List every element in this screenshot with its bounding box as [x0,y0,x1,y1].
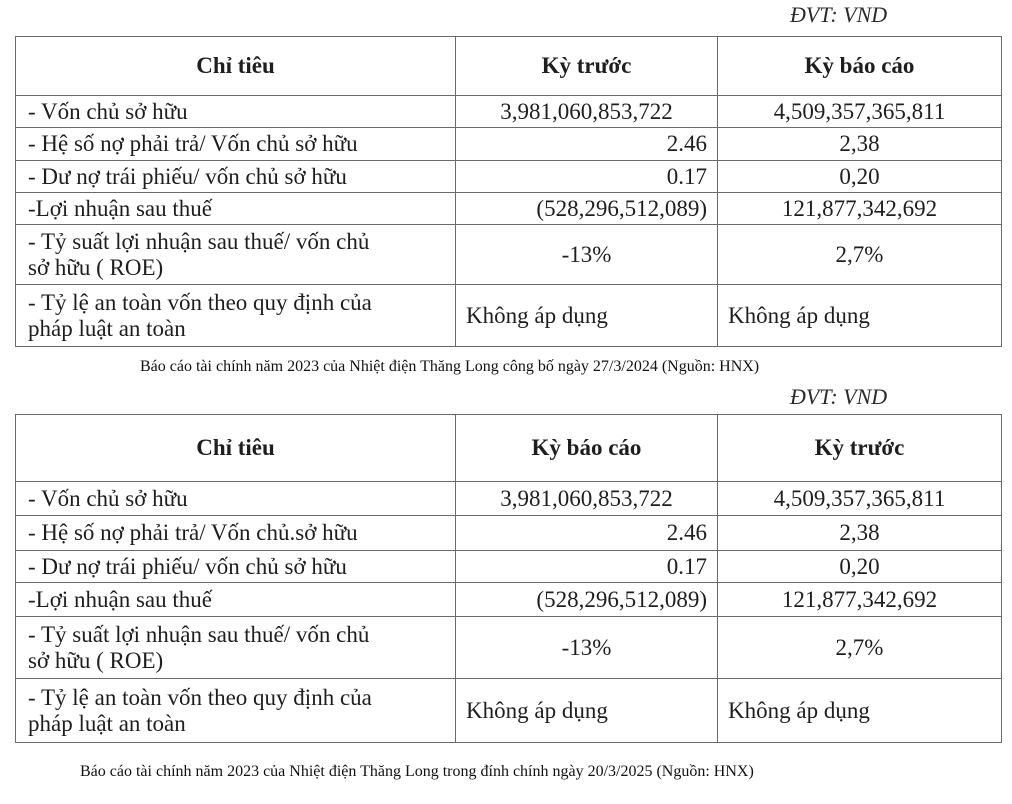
row-value-col1: (528,296,512,089) [456,193,718,225]
financial-table-corrected [15,414,1002,743]
table-row [16,617,1002,679]
header-previous-period: Kỳ trước [456,37,718,96]
table-row [16,225,1002,285]
row-value-col2: 121,877,342,692 [718,193,1002,225]
row-label: - Hệ số nợ phải trả/ Vốn chủ sở hữu [16,128,456,161]
row-value-col1: (528,296,512,089) [456,583,718,617]
row-value-col1: 0.17 [456,161,718,193]
row-value-col1: 3,981,060,853,722 [456,482,718,516]
table-row [16,285,1002,347]
table-row [16,482,1002,516]
row-label: - Dư nợ trái phiếu/ vốn chủ sở hữu [16,161,456,193]
row-value-col1: 2.46 [456,516,718,551]
row-value-col2: 2,38 [718,128,1002,161]
row-value-col1: 0.17 [456,551,718,583]
row-value-col2: 0,20 [718,161,1002,193]
row-label-line1: - Tỷ suất lợi nhuận sau thuế/ vốn chủ [28,621,370,647]
row-value-col2: Không áp dụng [718,285,1002,347]
row-value-col2: 121,877,342,692 [718,583,1002,617]
row-label [16,225,456,285]
row-value-col2: 4,509,357,365,811 [718,96,1002,128]
unit-label: ĐVT: VND [790,384,888,409]
row-label-line1: - Tỷ lệ an toàn vốn theo quy định của [28,289,372,315]
row-label-line2: sở hữu ( ROE) [28,647,164,673]
row-value-col1: -13% [456,225,718,285]
row-label: -Lợi nhuận sau thuế [16,193,456,225]
row-value-col1: 2.46 [456,128,718,161]
table-header-row [16,415,1002,482]
row-label: -Lợi nhuận sau thuế [16,583,456,617]
row-value-col1: Không áp dụng [456,285,718,347]
table-caption: Báo cáo tài chính năm 2023 của Nhiệt điện Thăng Long trong đính chính ngày 20/3/2025 (Nguồn: HNX) [80,763,754,780]
unit-label: ĐVT: VND [790,2,888,27]
row-label-line2: sở hữu ( ROE) [28,254,164,280]
financial-table-original [15,36,1002,347]
row-value-col2: Không áp dụng [718,679,1002,743]
row-label [16,285,456,347]
table-row [16,161,1002,193]
table-row [16,583,1002,617]
row-value-col2: 0,20 [718,551,1002,583]
header-previous-period: Kỳ trước [718,415,1002,482]
table-header-row [16,37,1002,96]
row-label [16,679,456,743]
row-label-line2: pháp luật an toàn [28,710,186,736]
row-value-col1: -13% [456,617,718,679]
table-row [16,679,1002,743]
header-reporting-period: Kỳ báo cáo [456,415,718,482]
table-row [16,128,1002,161]
row-label-line1: - Tỷ suất lợi nhuận sau thuế/ vốn chủ [28,228,370,254]
row-label-line2: pháp luật an toàn [28,315,186,341]
row-value-col2: 2,7% [718,225,1002,285]
header-indicator: Chỉ tiêu [16,415,456,482]
row-value-col2: 2,7% [718,617,1002,679]
row-label: - Hệ số nợ phải trả/ Vốn chủ.sở hữu [16,516,456,551]
row-value-col2: 2,38 [718,516,1002,551]
row-value-col1: Không áp dụng [456,679,718,743]
row-label: - Dư nợ trái phiếu/ vốn chủ sở hữu [16,551,456,583]
row-label: - Vốn chủ sở hữu [16,482,456,516]
table-caption: Báo cáo tài chính năm 2023 của Nhiệt điện Thăng Long công bố ngày 27/3/2024 (Nguồn: HNX) [140,358,760,375]
row-label [16,617,456,679]
table-row [16,96,1002,128]
table-row [16,193,1002,225]
row-value-col2: 4,509,357,365,811 [718,482,1002,516]
table-row [16,551,1002,583]
table-row [16,516,1002,551]
row-label: - Vốn chủ sở hữu [16,96,456,128]
row-value-col1: 3,981,060,853,722 [456,96,718,128]
row-label-line1: - Tỷ lệ an toàn vốn theo quy định của [28,684,372,710]
header-reporting-period: Kỳ báo cáo [718,37,1002,96]
header-indicator: Chỉ tiêu [16,37,456,96]
